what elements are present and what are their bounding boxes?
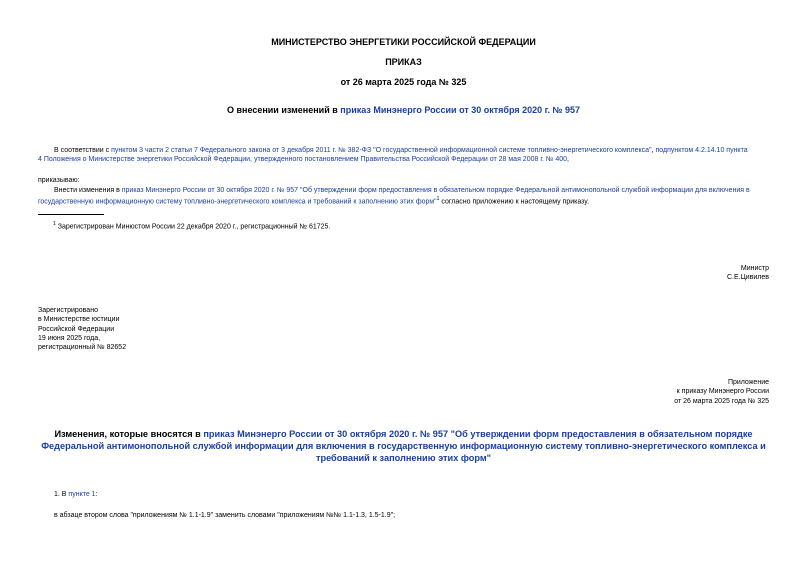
appendix-block [674,378,769,406]
footnote-text: Зарегистрирован Минюстом России 22 декабря 2020 г., регистрационный № 61725. [55,223,331,231]
registration-block [38,306,126,352]
registration-line-1: Зарегистрировано [38,307,98,314]
changes-title-prefix: Изменения, которые вносятся в [54,429,204,439]
doc-type-heading: ПРИКАЗ [385,57,422,67]
registration-line-4: 19 июня 2025 года, [38,334,101,342]
signature-name: С.Е.Цивилев [726,274,769,282]
changes-title-link-1[interactable]: приказ Минэнерго России от 30 октября 2020 г. № 957 "Об утверждении форм предоставления в обязательном порядке [203,429,753,439]
amended-order-link-b[interactable]: государственную информационную систему топливно-энергетического комплекса и требований к заполнению этих форм" [38,198,437,206]
appendix-line-1: Приложение [727,379,769,386]
appendix-line-2: к приказу Минэнерго России [676,388,769,396]
signature-block [727,264,769,283]
doc-title-link[interactable]: приказ Минэнерго России от 30 октября 2020 г. № 957 [340,105,581,115]
registration-line-3: Российской Федерации [38,325,115,333]
p1-text-1: В соответствии с [54,147,112,154]
preamble-paragraph-2 [38,186,770,207]
footnote [53,220,330,232]
amended-order-link-a[interactable]: приказ Минэнерго России от 30 октября 2020 г. № 957 "Об утверждении форм предоставления в обязательном порядке Федеральной антимонопольной службой информации для включения в [121,187,750,194]
changes-title-link-2[interactable]: Федеральной антимонопольной службой информации для включения в государственную информационную систему топливно-энергетического комплекса и [41,441,766,451]
item-1-link[interactable]: пункте 1 [68,491,96,498]
footnote-mark: 1 [53,221,56,227]
doc-title-prefix: О внесении изменений в [226,105,341,115]
ministry-heading: МИНИСТЕРСТВО ЭНЕРГЕТИКИ РОССИЙСКОЙ ФЕДЕРАЦИИ [271,37,536,47]
footnote-divider [38,214,104,215]
item-1-prefix: 1. В [54,491,69,498]
federal-law-link[interactable]: пунктом 3 части 2 статьи 7 Федерального закона от 3 декабря 2011 г. № 382-ФЗ "О государственной информационной системе топливно-энергетического комплекса" [111,147,652,154]
p2-text-2: согласно приложению к настоящему приказу. [439,198,590,206]
footnote-ref[interactable]: 1 [436,196,440,203]
item-1-subparagraph: в абзаце втором слова "приложениям № 1.1-1.9" заменить словами "приложениям №№ 1.1-1.3, 1.5-1.9"; [54,512,396,519]
registration-line-2: в Министерстве юстиции [38,316,120,324]
doc-title [0,105,807,115]
registration-line-5: регистрационный № 82652 [38,344,127,352]
order-word: приказываю: [38,177,80,184]
p2-text-1: Внести изменения в [54,187,122,194]
regulation-link-b[interactable]: 4 Положения о Министерстве энергетики Российской Федерации, утвержденного постановлением Правительства Российской Федерации от 28 мая 2008 г. № 400 [38,156,568,164]
p1-text-2: , [651,147,656,154]
item-1-suffix: : [95,491,98,498]
regulation-link-a[interactable]: подпунктом 4.2.14.10 пункта [655,147,748,154]
signature-position: Министр [740,265,769,272]
changes-title-link-3[interactable]: требований к заполнению этих форм" [315,453,492,463]
doc-date-number: от 26 марта 2025 года № 325 [340,77,467,87]
p1-text-3: , [567,156,569,164]
appendix-line-3: от 26 марта 2025 года № 325 [674,397,769,405]
preamble-paragraph-1 [38,146,770,165]
item-1 [54,490,98,499]
changes-title [20,428,787,464]
